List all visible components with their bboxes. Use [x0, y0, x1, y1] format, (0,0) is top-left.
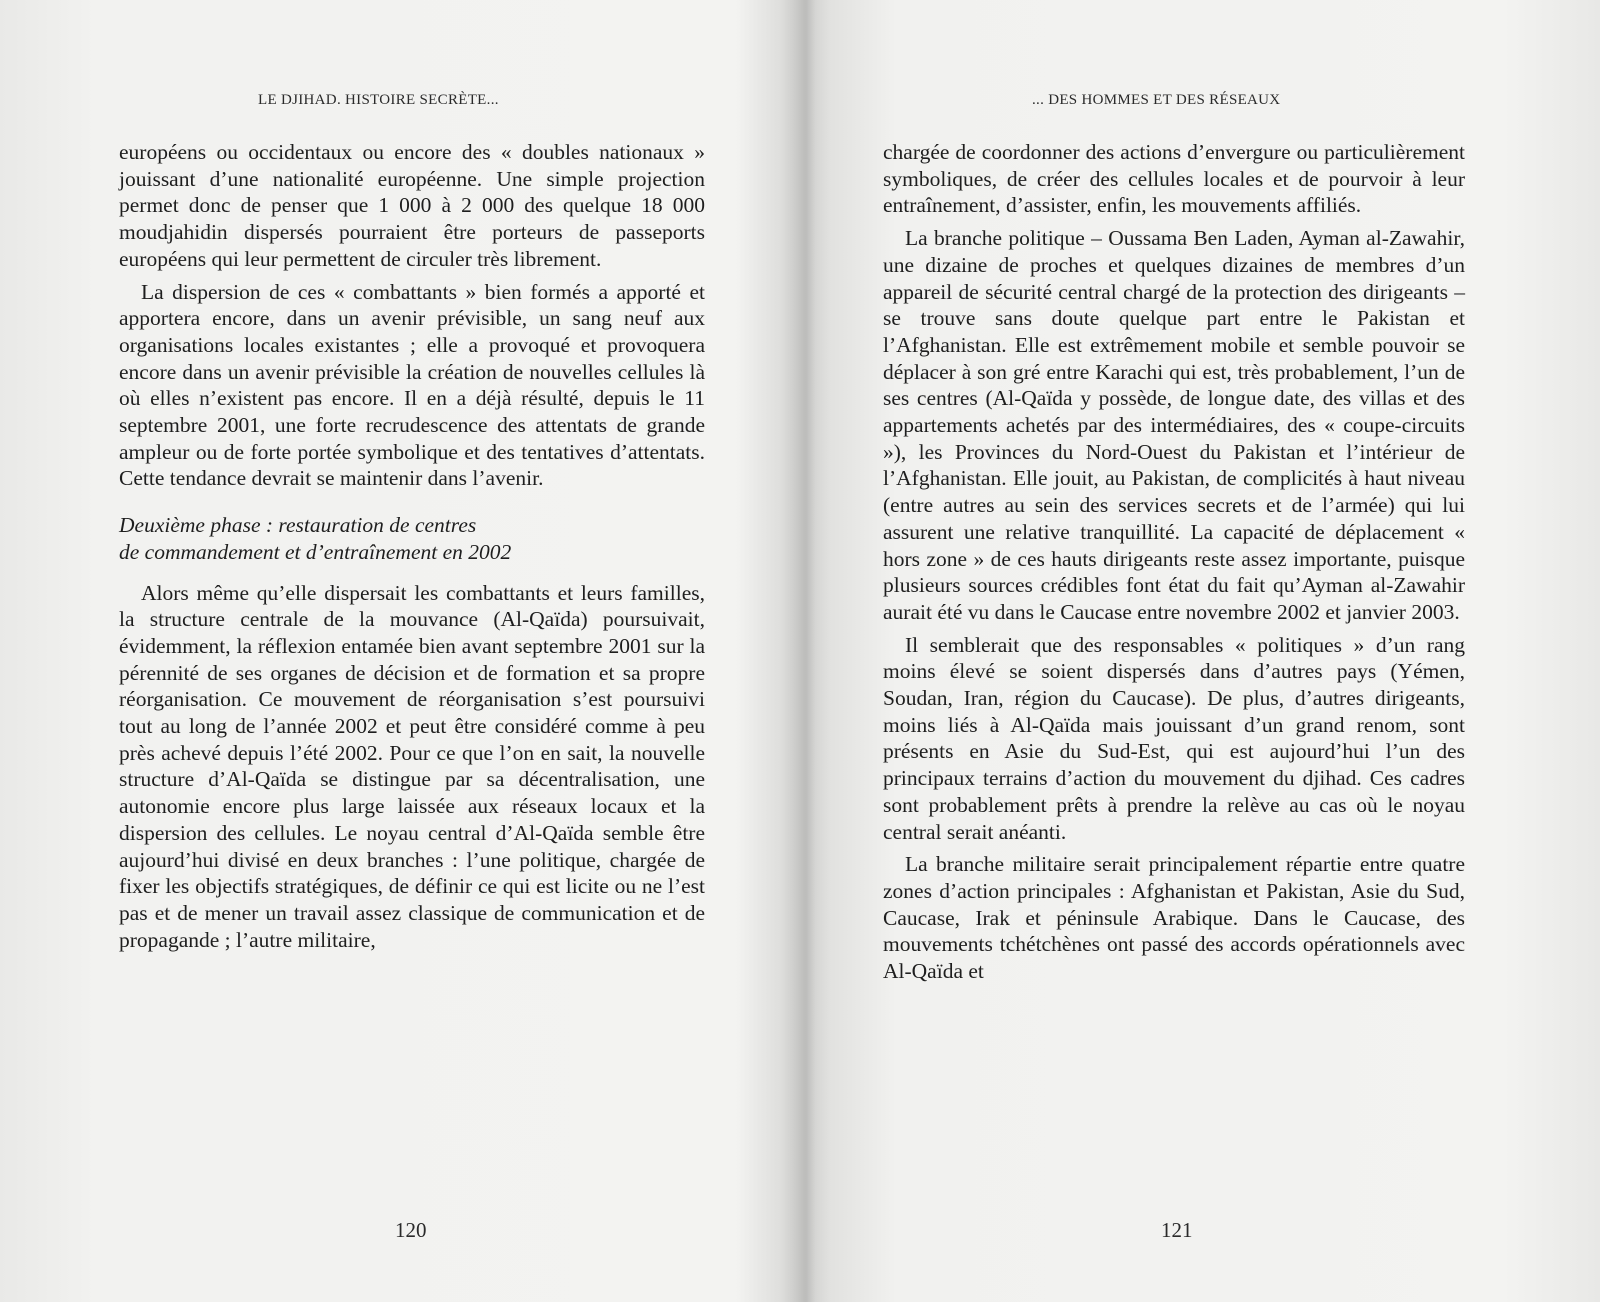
right-page: [800, 0, 1600, 1302]
right-running-head: ... DES HOMMES ET DES RÉSEAUX: [1032, 92, 1281, 108]
right-page-number: 121: [1161, 1218, 1193, 1242]
right-paragraph-3: Il semblerait que des responsables « politiques » d’un rang moins élevé se soient dispersés dans d’autres pays (Yémen, Soudan, Iran, région du Caucase). De plus, d’autres dirigeants, moins liés à Al-Qaïda mais jouissant d’un grand renom, sont présents en Asie du Sud-Est, qui est aujourd’hui l’un des principaux terrains d’action du mouvement du djihad. Ces cadres sont probablement prêts à prendre la relève au cas où le noyau central serait anéanti.: [883, 632, 1465, 844]
left-running-head: LE DJIHAD. HISTOIRE SECRÈTE...: [258, 92, 499, 108]
right-paragraph-1: chargée de coordonner des actions d’envergure ou particulièrement symboliques, de créer des cellules locales et de pourvoir à leur entraînement, d’assister, enfin, les mouvements affiliés.: [883, 140, 1465, 218]
left-paragraph-2: La dispersion de ces « combattants » bien formés a apporté et apportera encore, dans un avenir prévisible, un sang neuf aux organisations locales existantes ; elle a provoqué et provoquera encore dans un avenir prévisible la création de nouvelles cellules là où elles n’existent pas encore. Il en a déjà résulté, depuis le 11 septembre 2001, une forte recrudescence des attentats de grande ampleur ou de forte portée symbolique et des tentatives d’attentats. Cette tendance devrait se maintenir dans l’avenir.: [119, 279, 705, 491]
right-text-block: [883, 139, 1465, 991]
left-paragraph-1: européens ou occidentaux ou encore des « doubles nationaux » jouissant d’une nationalité européenne. Une simple projection permet donc de penser que 1 000 à 2 000 des quelque 18 000 moudjahidin dispersés pourraient être porteurs de passeports européens qui leur permettent de circuler très librement.: [119, 140, 705, 271]
left-text-block: [119, 139, 705, 959]
left-subheading: [119, 512, 705, 565]
right-paragraph-2: La branche politique – Oussama Ben Laden, Ayman al-Zawahir, une dizaine de proches et quelques dizaines de membres d’un appareil de sécurité central chargé de la protection des dirigeants – se trouve sans doute quelque part entre le Pakistan et l’Afghanistan. Elle est extrêmement mobile et semble pouvoir se déplacer à son gré entre Karachi qui est, très probablement, l’un de ses centres (Al-Qaïda y possède, de longue date, des villas et des appartements achetés par des intermédiaires, des « coupe-circuits »), les Provinces du Nord-Ouest du Pakistan et l’intérieur de l’Afghanistan. Elle jouit, au Pakistan, de complicités à haut niveau (entre autres au sein des services secrets et de l’armée) qui lui assurent une relative tranquillité. La capacité de déplacement « hors zone » de ces hauts dirigeants reste assez importante, puisque plusieurs sources crédibles font état du fait qu’Ayman al-Zawahir aurait été vu dans le Caucase entre novembre 2002 et janvier 2003.: [883, 226, 1465, 624]
left-paragraph-3: Alors même qu’elle dispersait les combattants et leurs familles, la structure centrale de la mouvance (Al-Qaïda) poursuivait, évidemment, la réflexion entamée bien avant septembre 2001 sur la pérennité de ses organes de décision et de formation et sa propre réorganisation. Ce mouvement de réorganisation s’est poursuivi tout au long de l’année 2002 et peut être considéré comme à peu près achevé depuis l’été 2002. Pour ce que l’on en sait, la nouvelle structure d’Al-Qaïda se distingue par sa décentralisation, une autonomie encore plus large laissée aux réseaux locaux et la dispersion des cellules. Le noyau central d’Al-Qaïda semble être aujourd’hui divisé en deux branches : l’une politique, chargée de fixer les objectifs stratégiques, de définir ce qui est licite ou ne l’est pas et de mener un travail assez classique de communication et de propagande ; l’autre militaire,: [119, 580, 705, 952]
left-subheading-line-1: Deuxième phase : restauration de centres: [119, 513, 477, 538]
left-page-number: 120: [395, 1218, 427, 1242]
left-subheading-line-2: de commandement et d’entraînement en 2002: [119, 539, 512, 564]
right-paragraph-4: La branche militaire serait principalement répartie entre quatre zones d’action principales : Afghanistan et Pakistan, Asie du Sud, Caucase, Irak et péninsule Arabique. Dans le Caucase, des mouvements tchétchènes ont passé des accords opérationnels avec Al-Qaïda et: [883, 852, 1465, 984]
